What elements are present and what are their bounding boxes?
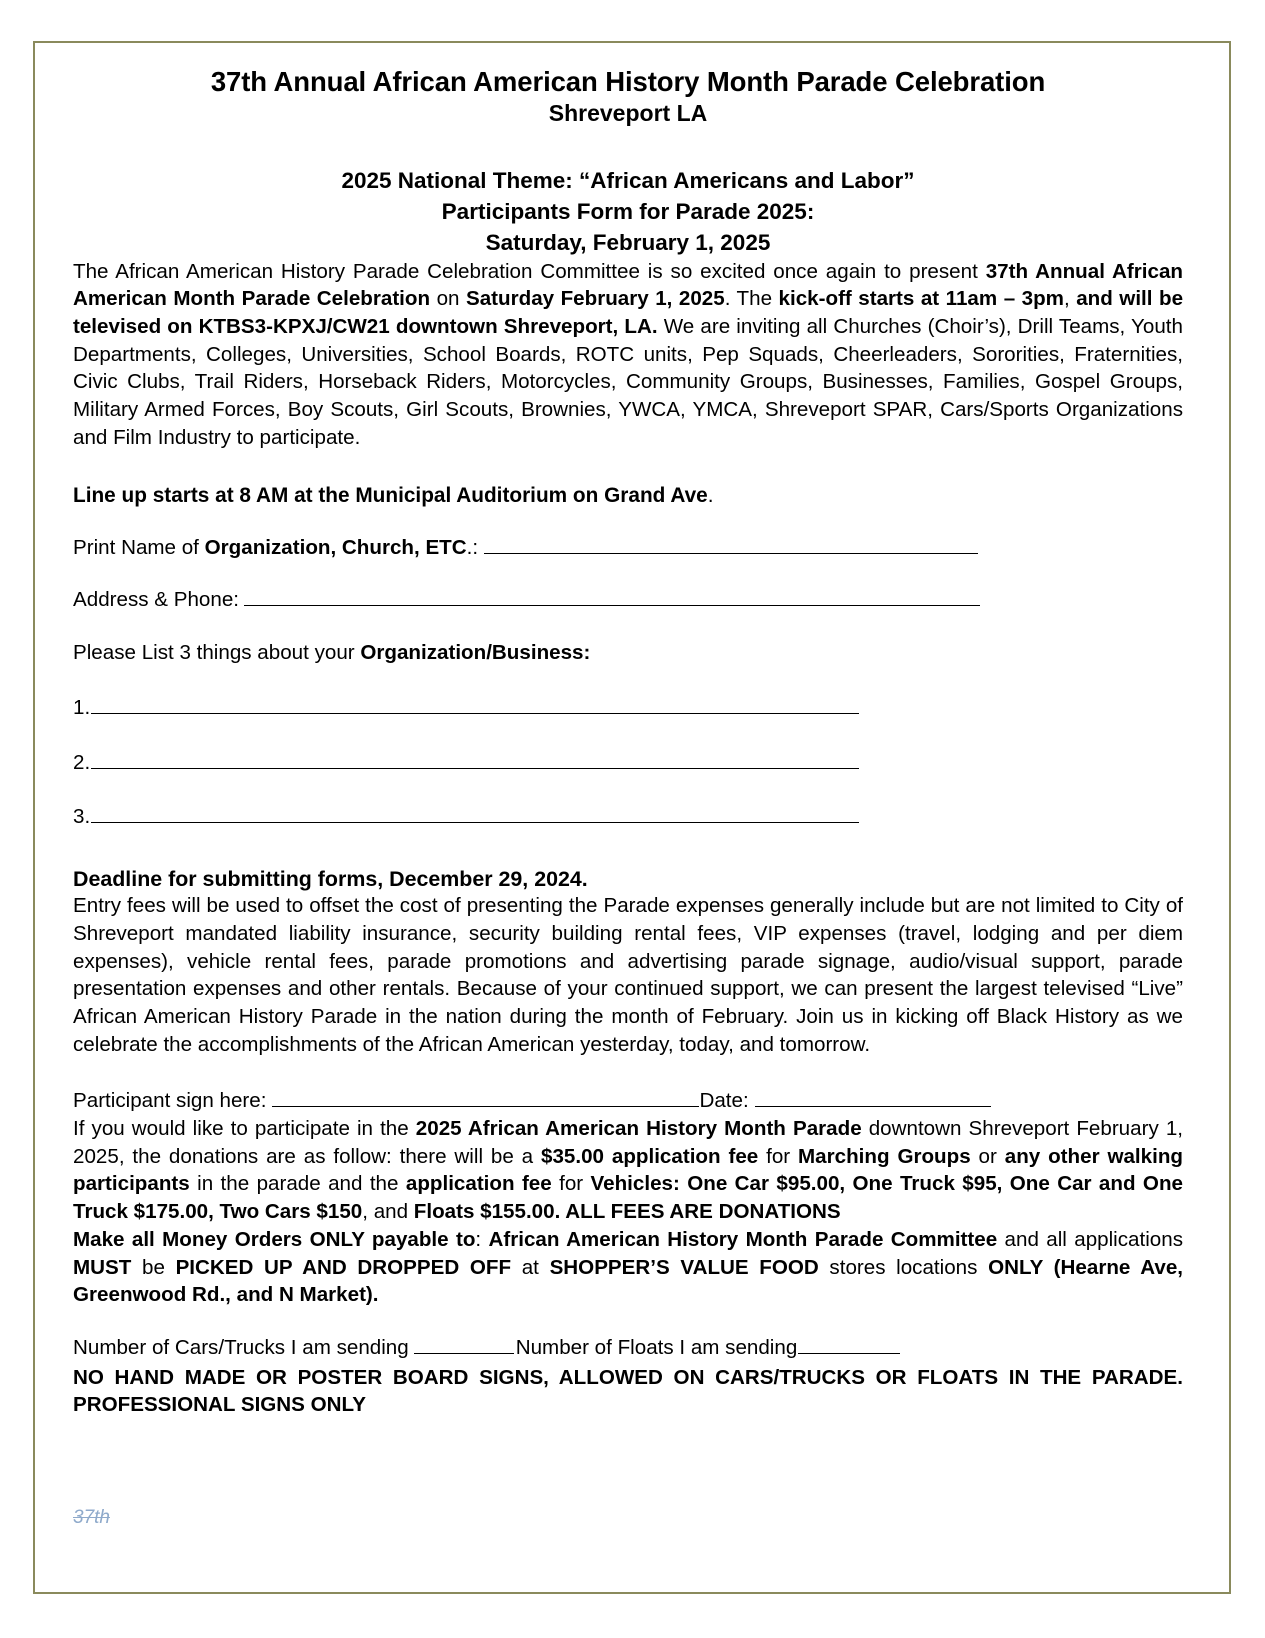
- money-i: SHOPPER’S VALUE FOOD: [549, 1255, 819, 1279]
- intro-text-c: on: [430, 287, 466, 311]
- document-page: [33, 41, 1231, 1594]
- list-marker-3: 3.: [73, 805, 91, 829]
- intro-text-a: The African American History Parade Celebration Committee is so excited once again to present: [73, 259, 986, 283]
- list-marker-1: 1.: [73, 695, 91, 719]
- list-three-things-prompt: [73, 640, 1183, 667]
- intro-paragraph: [73, 258, 1183, 452]
- sign-label: Participant sign here:: [73, 1089, 267, 1113]
- page-subtitle-city: Shreveport LA: [548, 99, 708, 126]
- lineup-tail: .: [707, 483, 714, 507]
- donations-j: application fee: [405, 1172, 552, 1196]
- donations-k: for: [551, 1172, 591, 1196]
- money-f: be: [131, 1255, 176, 1279]
- list-prompt-bold: Organization/Business:: [360, 641, 591, 665]
- org-label-b: .:: [466, 535, 479, 559]
- donations-l: Vehicles: One Car $95.00, One Truck $95, One Car and One Truck $175.00, Two Cars $150: [73, 1172, 1183, 1224]
- address-phone-input[interactable]: [244, 588, 980, 606]
- intro-text-d: Saturday February 1, 2025: [465, 287, 725, 311]
- list-input-2[interactable]: [91, 751, 859, 769]
- donations-g: or: [970, 1144, 1005, 1168]
- intro-text-b: 37th Annual African American Month Parade Celebration: [73, 259, 1183, 311]
- floats-input[interactable]: [798, 1336, 900, 1354]
- theme-block: [73, 165, 1183, 258]
- money-k: ONLY (Hearne Ave, Greenwood Rd., and N Market).: [73, 1255, 1183, 1307]
- donations-d: $35.00 application fee: [541, 1144, 759, 1168]
- org-label-bold: Organization, Church, ETC: [204, 535, 467, 559]
- organization-name-input[interactable]: [484, 536, 978, 554]
- donations-c: downtown Shreveport February 1, 2025, the donations are as follow: there will be a: [73, 1117, 1183, 1168]
- donations-paragraph: [73, 1115, 1183, 1226]
- intro-text-f: kick-off starts at 11am – 3pm: [778, 287, 1064, 311]
- money-orders-paragraph: [73, 1226, 1183, 1309]
- money-e: MUST: [73, 1255, 132, 1279]
- money-g: PICKED UP AND DROPPED OFF: [175, 1255, 512, 1279]
- floats-label: Number of Floats I am sending: [515, 1335, 798, 1359]
- vehicle-counts-field-row: [73, 1335, 1183, 1362]
- donations-n: Floats $155.00. ALL FEES ARE DONATIONS: [413, 1200, 841, 1224]
- list-item: [73, 750, 1183, 777]
- money-j: stores locations: [818, 1255, 989, 1279]
- money-a: Make all Money Orders ONLY payable to: [73, 1227, 476, 1251]
- signs-notice: NO HAND MADE OR POSTER BOARD SIGNS, ALLOWED ON CARS/TRUCKS OR FLOATS IN THE PARADE. PROFESSIONAL SIGNS ONLY: [73, 1365, 1183, 1417]
- title-block: [73, 65, 1183, 127]
- document-body: [73, 65, 1183, 1419]
- date-input[interactable]: [755, 1089, 991, 1107]
- donations-b: 2025 African American History Month Parade: [415, 1117, 862, 1141]
- cars-trucks-input[interactable]: [414, 1336, 514, 1354]
- organization-name-field-row: [73, 535, 1183, 562]
- footer-revision-mark: 37th: [73, 1507, 110, 1528]
- deadline-notice: Deadline for submitting forms, December 29, 2024.: [73, 867, 588, 892]
- participant-signature-input[interactable]: [272, 1089, 699, 1107]
- list-prompt-a: Please List 3 things about your: [73, 641, 361, 665]
- donations-a: If you would like to participate in the: [73, 1117, 416, 1141]
- entry-fees-paragraph: Entry fees will be used to offset the cost of presenting the Parade expenses generally include but are not limited to City of Shreveport mandated liability insurance, security building rental fees, VIP expenses (travel, lodging and per diem expenses), vehicle rental fees, parade promotions and advertising parade signage, audio/visual support, parade presentation expenses and other rentals. Because of your continued support, we can present the largest televised “Live” African American History Parade in the nation during the month of February. Join us in kicking off Black History as we celebrate the accomplishments of the African American yesterday, today, and tomorrow.: [73, 894, 1183, 1056]
- address-label: Address & Phone:: [73, 588, 239, 612]
- donations-i: in the parade and the: [189, 1172, 406, 1196]
- donations-f: Marching Groups: [798, 1144, 971, 1168]
- intro-text-e: . The: [724, 287, 779, 311]
- donations-h: any other walking participants: [73, 1144, 1183, 1196]
- intro-text-i: We are inviting all Churches (Choir’s), Drill Teams, Youth Departments, Colleges, Universities, School Boards, ROTC units, Pep Squads, Cheerleaders, Sororities, Fraternities, Civic Clubs, Trail Riders, Horseback Riders, Motorcycles, Community Groups, Businesses, Families, Gospel Groups, Military Armed Forces, Boy Scouts, Girl Scouts, Brownies, YWCA, YMCA, Shreveport SPAR, Cars/Sports Organizations and Film Industry to participate.: [73, 315, 1183, 449]
- lineup-bold-text: Line up starts at 8 AM at the Municipal Auditorium on Grand Ave: [73, 483, 708, 507]
- intro-text-h: and will be televised on KTBS3-KPXJ/CW21 downtown Shreveport, LA.: [73, 287, 1184, 339]
- list-input-3[interactable]: [91, 806, 859, 824]
- list-item: [73, 695, 1183, 722]
- lineup-notice: [73, 482, 1183, 509]
- cars-trucks-label: Number of Cars/Trucks I am sending: [73, 1335, 409, 1359]
- parade-date: Saturday, February 1, 2025: [485, 229, 771, 255]
- intro-text-g: ,: [1063, 287, 1077, 311]
- list-item: [73, 804, 1183, 831]
- money-b: :: [475, 1227, 489, 1251]
- donations-e: for: [758, 1144, 799, 1168]
- donations-m: , and: [362, 1200, 414, 1224]
- money-d: and all applications: [997, 1227, 1183, 1251]
- money-c: African American History Month Parade Committee: [488, 1227, 998, 1251]
- form-purpose: Participants Form for Parade 2025:: [441, 198, 815, 224]
- list-input-1[interactable]: [91, 696, 859, 714]
- page-title: 37th Annual African American History Month Parade Celebration: [210, 66, 1046, 97]
- address-phone-field-row: [73, 587, 1183, 614]
- national-theme: 2025 National Theme: “African Americans and Labor”: [341, 167, 915, 193]
- list-marker-2: 2.: [73, 750, 91, 774]
- org-label-a: Print Name of: [73, 535, 205, 559]
- date-label: Date:: [699, 1089, 749, 1113]
- money-h: at: [511, 1255, 550, 1279]
- signature-field-row: [73, 1088, 1183, 1115]
